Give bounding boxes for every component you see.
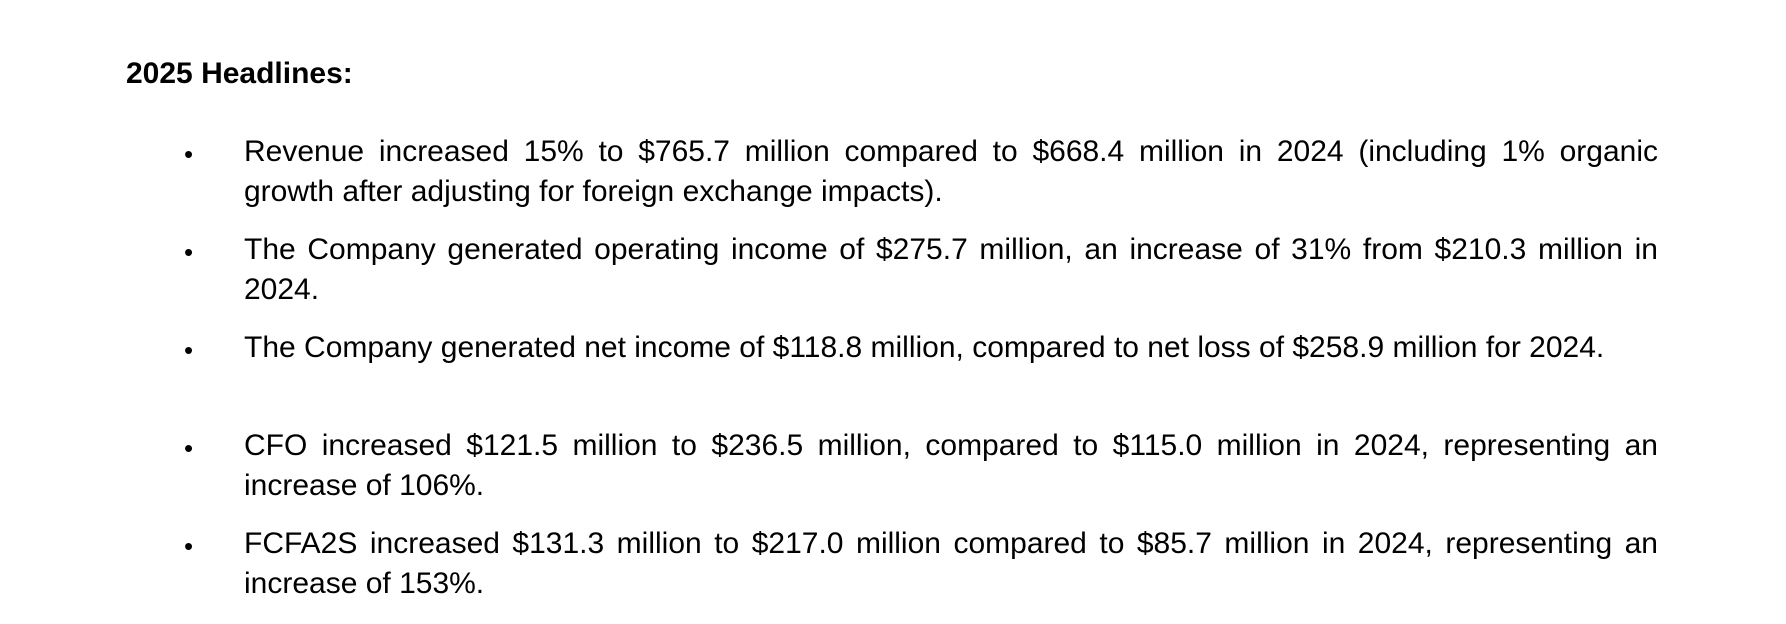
bullet-text: FCFA2S increased $131.3 million to $217.0 million compared to $85.7 million in 2024, representing an increase of 153%. — [244, 527, 1658, 600]
bullet-text: CFO increased $121.5 million to $236.5 million, compared to $115.0 million in 2024, representing an increase of 106%. — [244, 429, 1658, 502]
list-item — [0, 426, 1786, 524]
bullet-icon: • — [184, 531, 194, 561]
bullet-icon: • — [184, 335, 194, 365]
bullet-text: The Company generated operating income of $275.7 million, an increase of 31% from $210.3 million in 2024. — [244, 233, 1658, 306]
list-item — [0, 328, 1786, 426]
bullet-icon: • — [184, 433, 194, 463]
bullet-text: Revenue increased 15% to $765.7 million compared to $668.4 million in 2024 (including 1% organic growth after adjusting for foreign exchange impacts). — [244, 135, 1658, 208]
list-item — [0, 230, 1786, 328]
list-item — [0, 524, 1786, 622]
section-heading: 2025 Headlines: — [126, 57, 353, 90]
list-item — [0, 132, 1786, 230]
bullet-icon: • — [184, 139, 194, 169]
bullet-text: The Company generated net income of $118.8 million, compared to net loss of $258.9 million for 2024. — [244, 331, 1605, 364]
headlines-list — [0, 132, 1786, 622]
bullet-icon: • — [184, 237, 194, 267]
